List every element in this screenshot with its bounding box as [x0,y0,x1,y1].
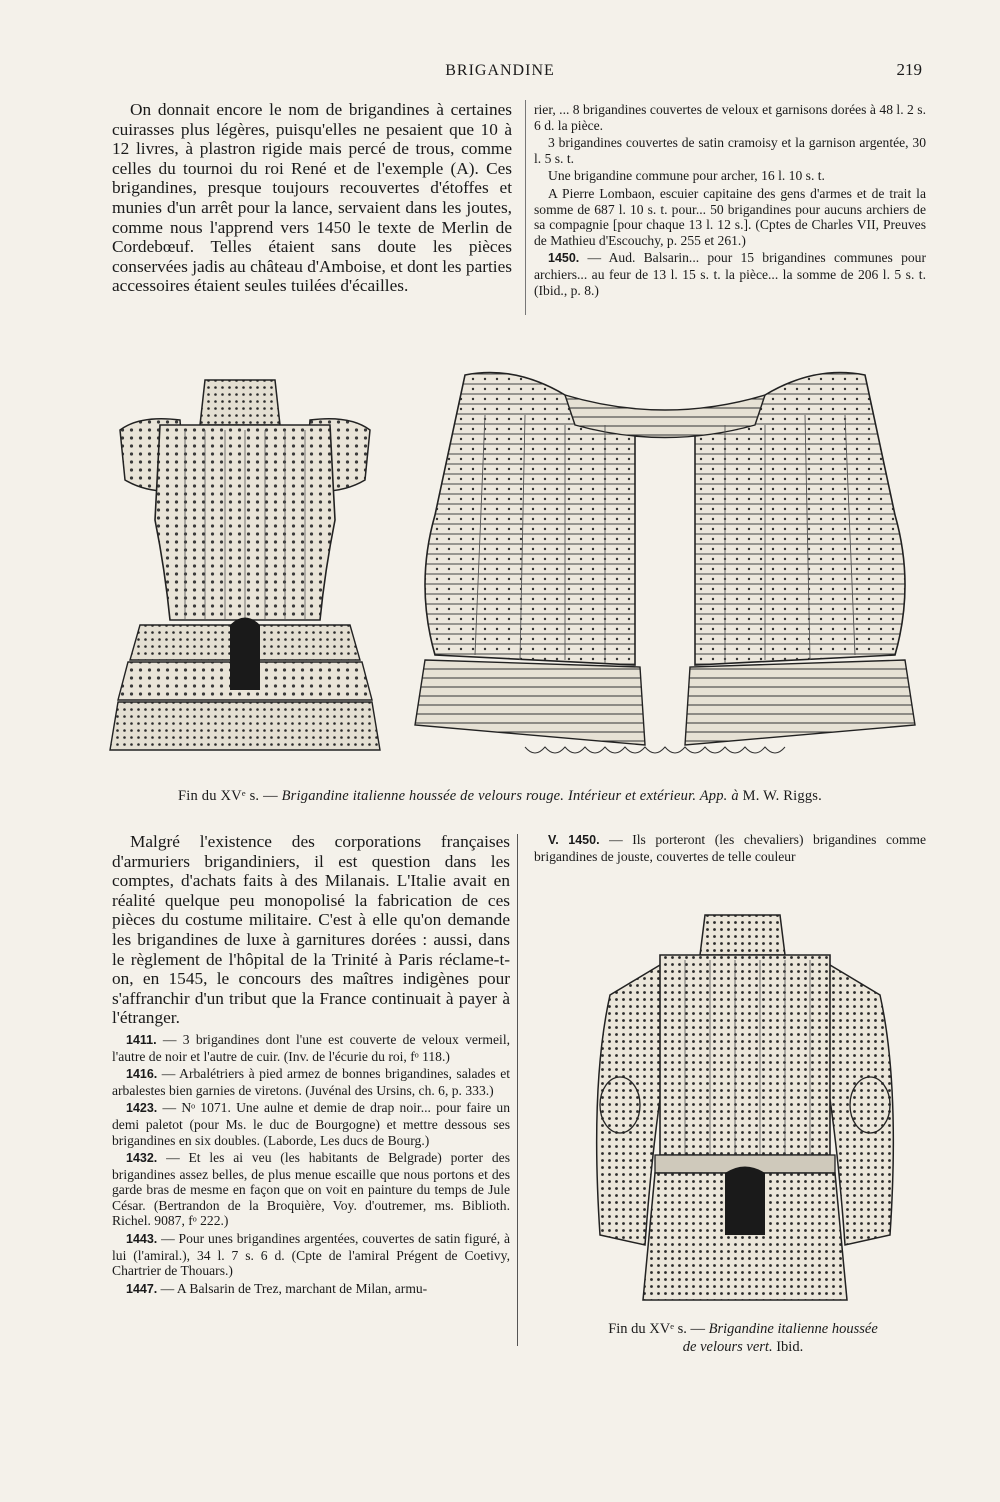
text-line: rier, ... 8 brigandines couvertes de veloux et garnisons dorées à 48 l. 2 s. 6 d. la pièce. [534,102,926,133]
text-line: 3 brigandines couvertes de satin cramoisy et la garnison argentée, 30 l. 5 s. t. [534,135,926,166]
column-divider-top [525,100,526,315]
text-line: Une brigandine commune pour archer, 16 l. 10 s. t. [548,168,825,184]
entry-year: 1443. [126,1232,158,1247]
entry-1416 [112,1066,510,1098]
text-line: A Pierre Lombaon, escuier capitaine des gens d'armes et de trait la somme de 687 l. 10 s. t. pour... 50 brigandines pour aucuns archiers de sa compagnie [pour chaque 13 l. 12 s.]. (Cptes de Charles VII, Preuves de Mathieu d'Escouchy, p. 255 et 261.) [534,185,926,248]
entry-1423 [112,1100,510,1148]
entry-v1450 [534,832,926,864]
entry-1443 [112,1231,510,1279]
brigandine-interior-illustration [395,355,935,770]
caption-italic: Brigandine italienne houssée de velours rouge. Intérieur et extérieur. App. à [281,788,739,804]
intro-paragraph: On donnait encore le nom de brigandines à certaines cuirasses plus légères, puisqu'elles ne pesaient que 10 à 12 livres, à plastron rigide mais percé de trous, comme celles du tournoi du roi René et de l'exemple (A). Ces brigandines, presque toujours recouvertes d'étoffes et munies d'un arrêt pour la lance, servaient dans les joutes, comme nous l'apprend vers 1450 le texte de Merlin de Cordebœuf. Telles étaient sans doute les pièces conservées jadis au château d'Amboise, et dont les parties accessoires étaient seules tuilées d'écailles. [112,100,512,296]
column-divider-bottom [517,834,518,1346]
entry-text: — Nᵒ 1071. Une aulne et demie de drap noir... pour faire un demi paletot (pour Ms. le duc de Bourgogne) et mettre dessous ses brigandines en six doubles. (Laborde, Les ducs de Bourg.) [112,1100,510,1148]
entry-year: 1411. [126,1032,157,1047]
entry-year: V. 1450. [548,833,600,847]
entry-text: — Et les ai veu (les habitants de Belgrade) porter des brigandines assez belles, de plus menue escaille que nous portons et des garde bras de mesme en façon que on voit en painture du temps de Jule César. (Bertrandon de la Broquière, Voy. d'outremer, ms. Biblioth. Richel. 9087, fᵒ 222.) [112,1150,510,1229]
figure-caption-right [548,1320,938,1356]
entry-year: 1416. [126,1067,158,1082]
caption-line-1 [548,1320,938,1338]
bottom-left-column [112,832,510,1299]
caption-line-2 [548,1338,938,1356]
brigandine-jacket-illustration [585,905,905,1315]
entry-year: 1423. [126,1101,158,1116]
entry-year: 1450. [548,251,580,266]
page-number: 219 [896,60,922,79]
entry-year: 1432. [126,1151,158,1166]
entry-1432 [112,1150,510,1229]
entry-text: — A Balsarin de Trez, marchant de Milan, armu- [157,1280,428,1296]
caption-prefix: Fin du XVᵉ s. — [608,1321,709,1337]
caption-suffix: Ibid. [772,1339,804,1355]
entry-text: — Ils porteront (les chevaliers) brigandines comme brigandines de jouste, couvertes de telle couleur [534,832,926,864]
caption-suffix: M. W. Riggs. [738,788,822,804]
figure-caption-wide [0,788,1000,805]
running-header: BRIGANDINE [445,62,555,79]
entry-text: — Pour unes brigandines argentées, couvertes de satin figuré, à lui (l'amiral.), 34 l. 7 s. 6 d. (Cpte de l'amiral Prégent de Coetivy, Chartrier de Thouars.) [112,1231,510,1279]
entry-1450 [534,250,926,298]
entry-text: — 3 brigandines dont l'une est couverte de veloux vermeil, l'autre de noir et l'autre de cuir. (Inv. de l'écurie du roi, fᵒ 118.) [112,1031,510,1064]
entry-1447 [112,1281,510,1298]
entry-year: 1447. [126,1281,158,1296]
entry-text: — Aud. Balsarin... pour 15 brigandines communes pour archiers... au feur de 13 l. 15 s. t. la pièce... la somme de 206 l. 5 s. t. (Ibid., p. 8.) [534,250,926,298]
top-right-column [534,102,926,300]
body-paragraph: Malgré l'existence des corporations françaises d'armuriers brigandiniers, il est question dans les comptes, d'achats faits à des Milanais. L'Italie avait en réalité quelque peu monopolisé la fabrication de ces pièces du costume militaire. C'est à elle qu'on demande les brigandines de luxe à garnitures dorées : aussi, dans le règlement de l'hôpital de la Trinité à Paris réclame-t-on, en 1545, le concours des maîtres indigènes pour s'affranchir d'un tribut que la France continuait à payer à l'étranger. [112,832,510,1028]
brigandine-front-illustration [100,370,390,770]
entry-text: — Arbalétriers à pied armez de bonnes brigandines, salades et arbalestes bien garnies de viretons. (Juvénal des Ursins, ch. 6, p. 333.) [112,1066,510,1098]
caption-italic: de velours vert. [682,1339,773,1355]
caption-prefix: Fin du XVᵉ s. — [178,788,282,804]
bottom-right-column [534,832,926,866]
caption-italic: Brigandine italienne houssée [708,1321,878,1337]
entry-1411 [112,1032,510,1064]
